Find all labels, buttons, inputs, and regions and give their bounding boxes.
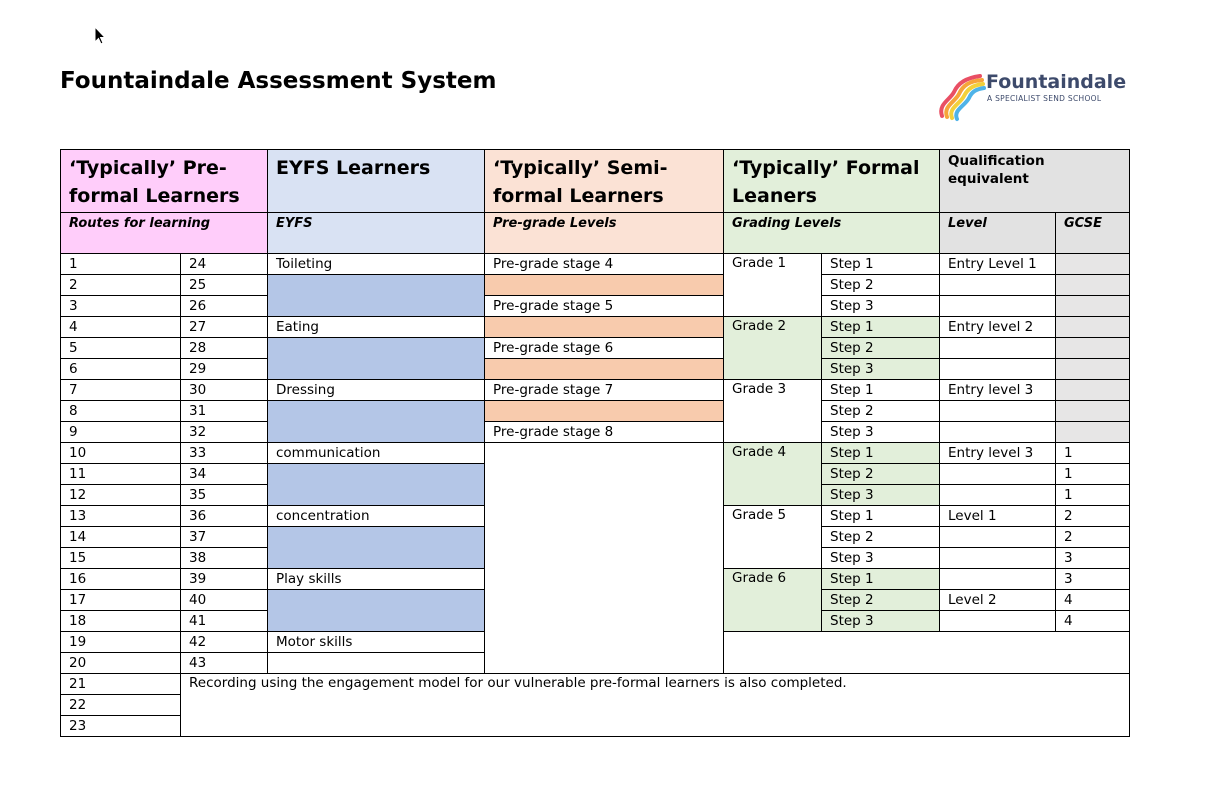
rfl-number: 21 <box>61 674 181 695</box>
table-row <box>61 380 1130 401</box>
table-row <box>61 443 1130 464</box>
pre-grade-stage: Pre-grade stage 8 <box>485 422 724 443</box>
eyfs-item: communication <box>268 443 485 464</box>
school-logo <box>936 70 1136 122</box>
pre-grade-blank <box>485 275 724 296</box>
gcse-value <box>1056 254 1130 275</box>
eyfs-item: Toileting <box>268 254 485 275</box>
rfl-number: 33 <box>181 443 268 464</box>
grade-label: Grade 1 <box>724 254 822 317</box>
pre-grade-blank <box>485 401 724 422</box>
rfl-number: 13 <box>61 506 181 527</box>
rfl-number: 41 <box>181 611 268 632</box>
gcse-value <box>1056 380 1130 401</box>
header-eyfs: EYFS Learners <box>268 150 485 213</box>
gcse-value <box>1056 401 1130 422</box>
subheader-grading: Grading Levels <box>724 213 940 254</box>
eyfs-blank <box>268 464 485 506</box>
rfl-number: 36 <box>181 506 268 527</box>
level-value: Entry Level 1 <box>940 254 1056 275</box>
level-value <box>940 485 1056 506</box>
level-value <box>940 464 1056 485</box>
level-value: Level 2 <box>940 590 1056 611</box>
gcse-value: 3 <box>1056 548 1130 569</box>
level-value <box>940 527 1056 548</box>
subheader-eyfs: EYFS <box>268 213 485 254</box>
grade-label: Grade 6 <box>724 569 822 632</box>
rfl-number: 43 <box>181 653 268 674</box>
table-row <box>61 296 1130 317</box>
subheader-gcse: GCSE <box>1056 213 1130 254</box>
subheader-row <box>61 213 1130 254</box>
table-row <box>61 401 1130 422</box>
gcse-value: 1 <box>1056 443 1130 464</box>
rfl-number: 31 <box>181 401 268 422</box>
grade-label: Grade 4 <box>724 443 822 506</box>
step-label: Step 3 <box>822 359 940 380</box>
rfl-number: 8 <box>61 401 181 422</box>
table-row <box>61 359 1130 380</box>
rfl-number: 6 <box>61 359 181 380</box>
level-value <box>940 275 1056 296</box>
gcse-value <box>1056 338 1130 359</box>
gcse-value: 4 <box>1056 590 1130 611</box>
eyfs-blank <box>268 653 485 674</box>
rfl-number: 19 <box>61 632 181 653</box>
header-qualification: Qualification equivalent <box>940 150 1130 213</box>
rfl-number: 26 <box>181 296 268 317</box>
rfl-number: 42 <box>181 632 268 653</box>
eyfs-blank <box>268 275 485 317</box>
rfl-number: 3 <box>61 296 181 317</box>
step-label: Step 2 <box>822 338 940 359</box>
rainbow-logo-icon <box>936 70 986 122</box>
step-label: Step 2 <box>822 401 940 422</box>
grade-label: Grade 2 <box>724 317 822 380</box>
header-semi-formal: ‘Typically’ Semi-formal Learners <box>485 150 724 213</box>
rfl-number: 9 <box>61 422 181 443</box>
logo-name: Fountaindale <box>986 71 1127 93</box>
step-label: Step 1 <box>822 443 940 464</box>
level-value: Level 1 <box>940 506 1056 527</box>
rfl-number: 10 <box>61 443 181 464</box>
eyfs-blank <box>268 590 485 632</box>
rfl-number: 24 <box>181 254 268 275</box>
rfl-number: 14 <box>61 527 181 548</box>
rfl-number: 20 <box>61 653 181 674</box>
pre-grade-stage: Pre-grade stage 4 <box>485 254 724 275</box>
eyfs-item: concentration <box>268 506 485 527</box>
gcse-value <box>1056 296 1130 317</box>
step-label: Step 3 <box>822 548 940 569</box>
gcse-value <box>1056 359 1130 380</box>
rfl-number: 2 <box>61 275 181 296</box>
grade-label: Grade 5 <box>724 506 822 569</box>
engagement-note: Recording using the engagement model for our vulnerable pre-formal learners is also completed. <box>181 674 1130 737</box>
step-label: Step 3 <box>822 296 940 317</box>
eyfs-blank <box>268 527 485 569</box>
eyfs-item: Eating <box>268 317 485 338</box>
level-value <box>940 569 1056 590</box>
level-value <box>940 338 1056 359</box>
rfl-number: 34 <box>181 464 268 485</box>
rfl-number: 39 <box>181 569 268 590</box>
pre-grade-blank <box>485 317 724 338</box>
rfl-number: 28 <box>181 338 268 359</box>
level-value <box>940 548 1056 569</box>
eyfs-item: Dressing <box>268 380 485 401</box>
rfl-number: 4 <box>61 317 181 338</box>
eyfs-item: Play skills <box>268 569 485 590</box>
rfl-number: 7 <box>61 380 181 401</box>
rfl-number: 23 <box>61 716 181 737</box>
rfl-number: 32 <box>181 422 268 443</box>
subheader-level: Level <box>940 213 1056 254</box>
step-label: Step 2 <box>822 590 940 611</box>
level-value: Entry level 3 <box>940 443 1056 464</box>
gcse-value: 2 <box>1056 506 1130 527</box>
level-value: Entry level 3 <box>940 380 1056 401</box>
step-label: Step 1 <box>822 380 940 401</box>
rfl-number: 25 <box>181 275 268 296</box>
gcse-value: 1 <box>1056 485 1130 506</box>
rfl-number: 12 <box>61 485 181 506</box>
gcse-value <box>1056 317 1130 338</box>
rfl-number: 38 <box>181 548 268 569</box>
rfl-number: 5 <box>61 338 181 359</box>
pre-grade-empty-area <box>485 443 724 674</box>
gcse-value <box>1056 275 1130 296</box>
header-row <box>61 150 1130 213</box>
rfl-number: 1 <box>61 254 181 275</box>
eyfs-blank <box>268 401 485 443</box>
logo-tagline: A SPECIALIST SEND SCHOOL <box>987 94 1102 103</box>
step-label: Step 3 <box>822 611 940 632</box>
rfl-number: 22 <box>61 695 181 716</box>
step-label: Step 2 <box>822 275 940 296</box>
rfl-number: 16 <box>61 569 181 590</box>
header-pre-formal: ‘Typically’ Pre-formal Learners <box>61 150 268 213</box>
gcse-value: 2 <box>1056 527 1130 548</box>
subheader-routes: Routes for learning <box>61 213 268 254</box>
table-row <box>61 254 1130 275</box>
gcse-value: 3 <box>1056 569 1130 590</box>
step-label: Step 3 <box>822 422 940 443</box>
table-row <box>61 674 1130 695</box>
formal-empty-area <box>724 632 1130 674</box>
step-label: Step 2 <box>822 527 940 548</box>
level-value <box>940 422 1056 443</box>
pre-grade-stage: Pre-grade stage 6 <box>485 338 724 359</box>
table-row <box>61 317 1130 338</box>
gcse-value: 4 <box>1056 611 1130 632</box>
mouse-cursor-icon <box>94 26 106 46</box>
level-value <box>940 611 1056 632</box>
level-value <box>940 359 1056 380</box>
eyfs-blank <box>268 338 485 380</box>
table-row <box>61 338 1130 359</box>
rfl-number: 30 <box>181 380 268 401</box>
pre-grade-blank <box>485 359 724 380</box>
table-row <box>61 422 1130 443</box>
rfl-number: 27 <box>181 317 268 338</box>
subheader-pre-grade: Pre-grade Levels <box>485 213 724 254</box>
step-label: Step 1 <box>822 506 940 527</box>
level-value: Entry level 2 <box>940 317 1056 338</box>
assessment-table <box>60 149 1130 737</box>
rfl-number: 15 <box>61 548 181 569</box>
rfl-number: 17 <box>61 590 181 611</box>
rfl-number: 40 <box>181 590 268 611</box>
rfl-number: 29 <box>181 359 268 380</box>
pre-grade-stage: Pre-grade stage 5 <box>485 296 724 317</box>
pre-grade-stage: Pre-grade stage 7 <box>485 380 724 401</box>
gcse-value <box>1056 422 1130 443</box>
level-value <box>940 296 1056 317</box>
eyfs-item: Motor skills <box>268 632 485 653</box>
gcse-value: 1 <box>1056 464 1130 485</box>
step-label: Step 1 <box>822 254 940 275</box>
step-label: Step 2 <box>822 464 940 485</box>
rfl-number: 37 <box>181 527 268 548</box>
table-row <box>61 275 1130 296</box>
grade-label: Grade 3 <box>724 380 822 443</box>
rfl-number: 18 <box>61 611 181 632</box>
header-formal: ‘Typically’ Formal Leaners <box>724 150 940 213</box>
step-label: Step 1 <box>822 317 940 338</box>
rfl-number: 11 <box>61 464 181 485</box>
level-value <box>940 401 1056 422</box>
page-title: Fountaindale Assessment System <box>60 68 497 94</box>
step-label: Step 1 <box>822 569 940 590</box>
step-label: Step 3 <box>822 485 940 506</box>
rfl-number: 35 <box>181 485 268 506</box>
